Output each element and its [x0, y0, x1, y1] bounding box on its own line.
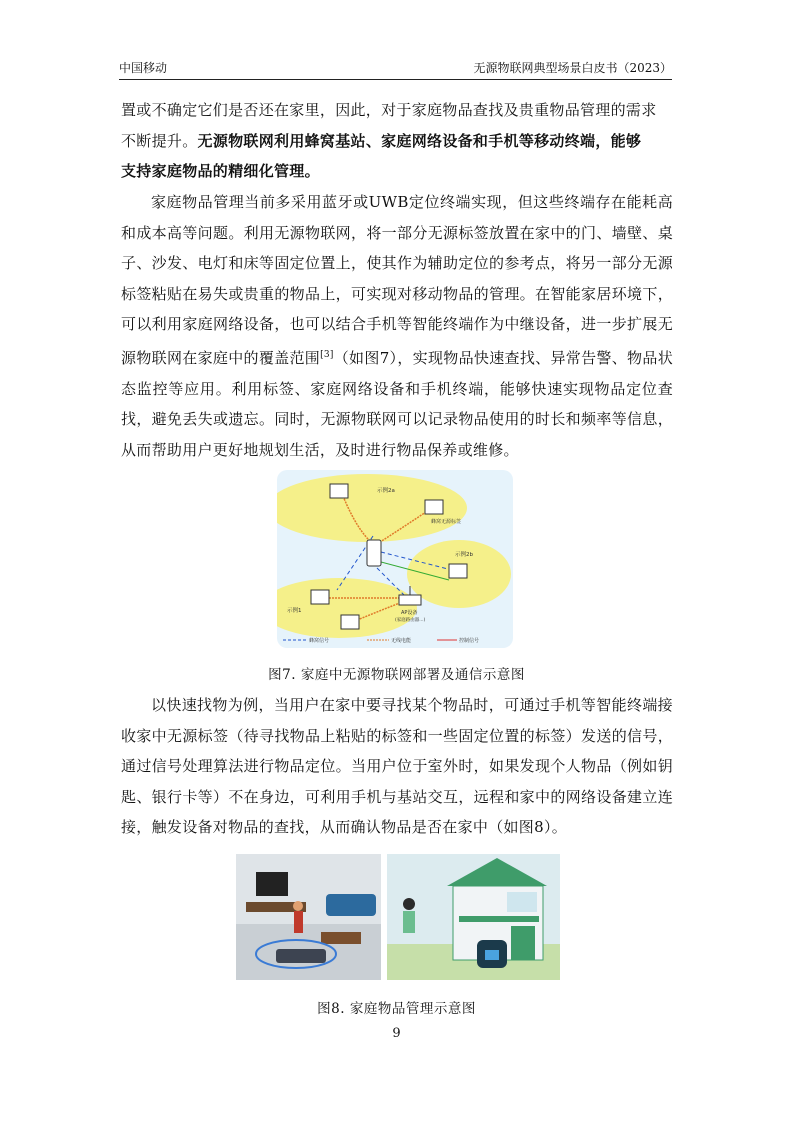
floor-divider [459, 916, 539, 922]
page-header [119, 54, 672, 80]
figure-8-living-room [236, 854, 381, 980]
person-head-icon [293, 901, 303, 911]
label-ap: AP设备 [401, 610, 418, 616]
page-number: 9 [392, 1026, 401, 1041]
legend-label-2: 无线电能 [391, 638, 412, 644]
para1-plain: 不断提升。 [121, 131, 198, 150]
legend-label-3: 控制信号 [459, 638, 480, 644]
person-body-icon [403, 911, 415, 933]
passive-tag-icon [341, 615, 359, 629]
figure-7-caption: 图7. 家庭中无源物联网部署及通信示意图 [268, 667, 525, 683]
passive-tag-icon [330, 484, 348, 498]
label-ap-sub: (家庭路由器...) [395, 618, 426, 623]
passive-tag-icon [311, 590, 329, 604]
figure-8-caption: 图8. 家庭物品管理示意图 [317, 1001, 476, 1017]
living-room-illustration [236, 854, 381, 980]
router-icon [399, 595, 421, 605]
window-icon [507, 892, 537, 912]
passive-tag-icon [449, 564, 467, 578]
label-2b: 示例2b [455, 552, 473, 558]
paragraph-2 [121, 187, 673, 465]
label-2a: 示例2a [377, 488, 395, 494]
person-body-icon [294, 911, 303, 933]
phone-icon [367, 540, 381, 566]
para1-line3: 支持家庭物品的精细化管理。 [121, 162, 320, 181]
floor-sofa-icon [276, 949, 326, 963]
label-1: 示例1 [287, 608, 302, 614]
paragraph-1 [121, 95, 673, 187]
legend-label-1: 蜂窝信号 [309, 638, 330, 644]
para1-line2 [121, 126, 673, 157]
para1-line1: 置或不确定它们是否还在家里，因此，对于家庭物品查找及贵重物品管理的需求 [121, 101, 657, 119]
header-org: 中国移动 [119, 61, 168, 75]
tv-icon [256, 872, 288, 896]
para1-bold: 无源物联网利用蜂窝基站、家庭网络设备和手机等移动终端，能够 [197, 131, 642, 150]
para2-text-after: （如图7），实现物品快速查找、异常告警、物品状态监控等应用。利用标签、家庭网络设备和手机终端，能够快速实现物品定位查找，避免丢失或遗忘。同时，无源物联网可以记录物品使用的时长和频率等信息，从而帮助用户更好地规划生活，及时进行物品保养或维修。 [121, 348, 673, 459]
card-icon [485, 950, 499, 960]
sofa-icon [326, 894, 376, 916]
roof-icon [447, 858, 547, 886]
coffee-table-icon [321, 932, 361, 944]
para2-text-before: 家庭物品管理当前多采用蓝牙或UWB定位终端实现，但这些终端存在能耗高和成本高等问题。利用无源物联网，将一部分无源标签放置在家中的门、墙壁、桌子、沙发、电灯和床等固定位置上，使其作为辅助定位的参考点，将另一部分无源标签粘贴在易失或贵重的物品上，可实现对移动物品的管理。在智能家居环境下，可以利用家庭网络设备，也可以结合手机等智能终端作为中继设备，进一步扩展无源物联网在家庭中的覆盖范围 [121, 193, 673, 367]
paragraph-3: 以快速找物为例，当用户在家中要寻找某个物品时，可通过手机等智能终端接收家中无源标签（待寻找物品上粘贴的标签和一些固定位置的标签）发送的信号，通过信号处理算法进行物品定位。当用户位于室外时，如果发现个人物品（例如钥匙、银行卡等）不在身边，可利用手机与基站交互，远程和家中的网络设备建立连接，触发设备对物品的查找，从而确认物品是否在家中（如图8）。 [121, 696, 673, 837]
figure-8-house [387, 854, 560, 980]
deployment-diagram [277, 470, 513, 648]
house-illustration [387, 854, 560, 980]
door-icon [511, 926, 535, 960]
reference-3[interactable]: [3] [320, 349, 334, 360]
label-tag: 蜂窝无源标签 [431, 519, 462, 525]
figure-7-diagram [277, 470, 513, 648]
header-doc-title: 无源物联网典型场景白皮书（2023） [473, 61, 672, 75]
passive-tag-icon [425, 500, 443, 514]
person-head-icon [403, 898, 415, 910]
